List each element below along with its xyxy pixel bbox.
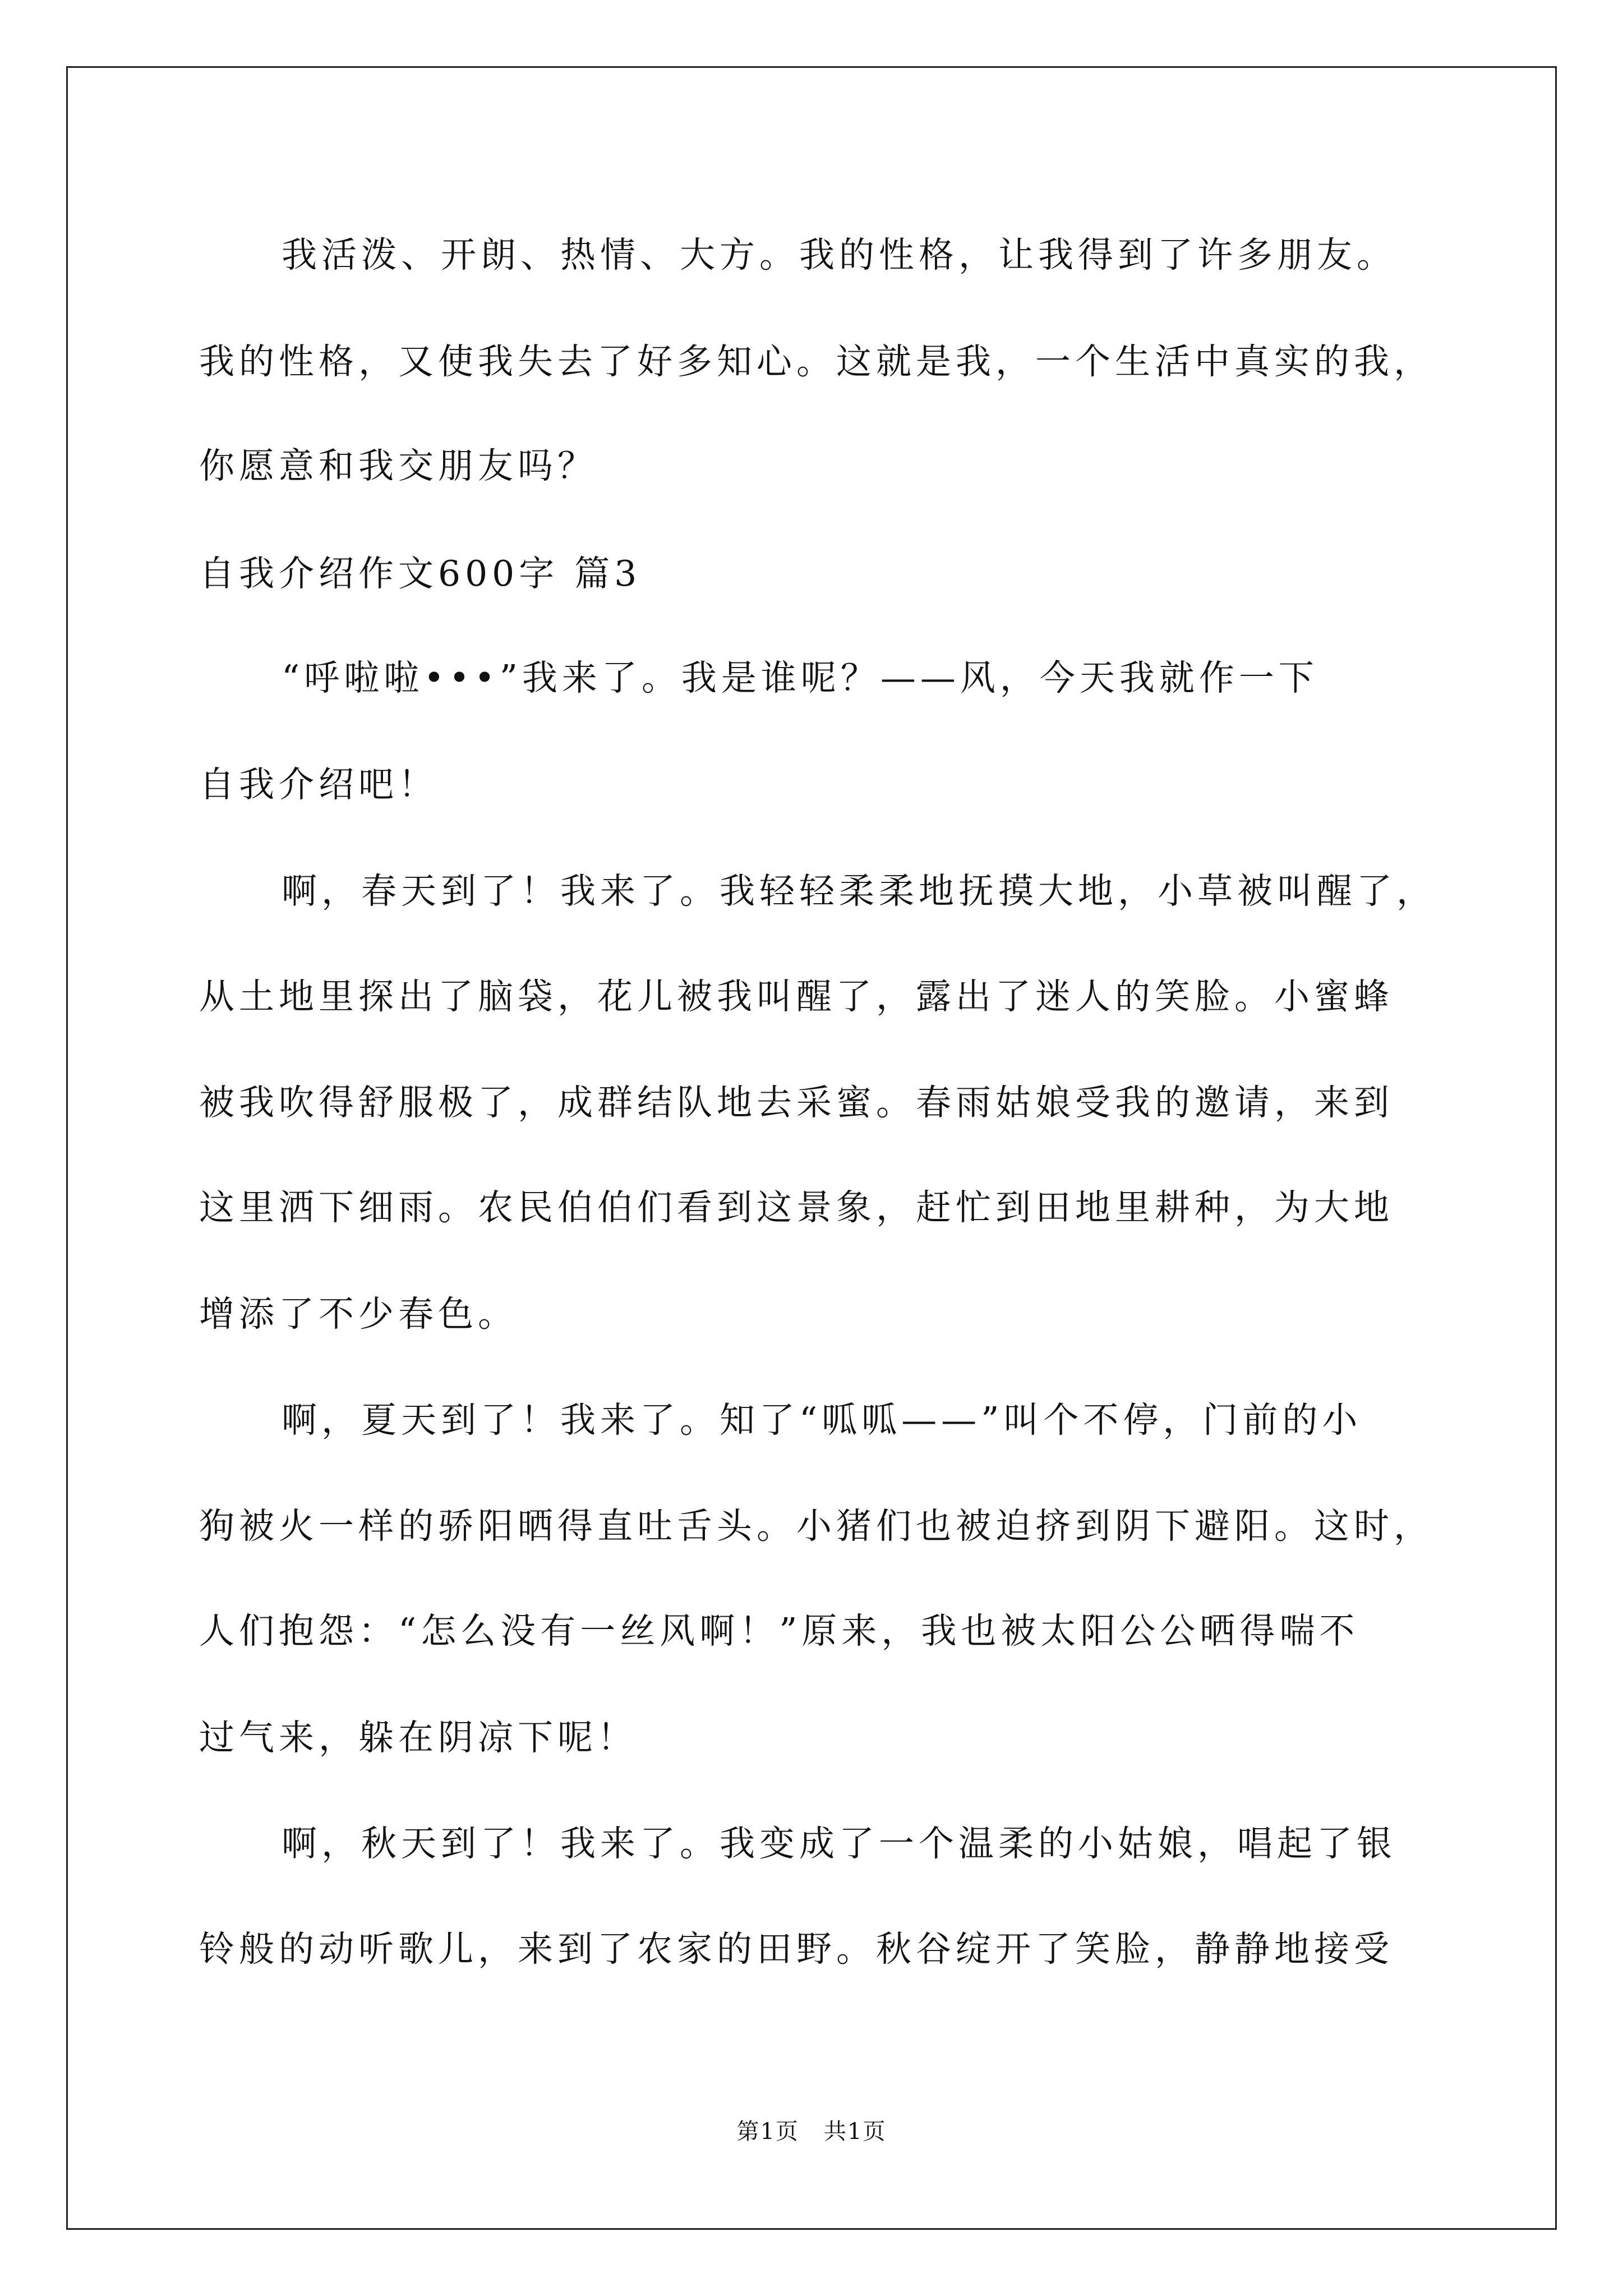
paragraph-4-line-3: 人们抱怨：“怎么没有一丝风啊！”原来，我也被太阳公公晒得喘不 bbox=[199, 1611, 1359, 1651]
paragraph-5-line-1: 啊，秋天到了！我来了。我变成了一个温柔的小姑娘，唱起了银 bbox=[282, 1823, 1396, 1864]
section-heading: 自我介绍作文600字 篇3 bbox=[199, 553, 642, 594]
paragraph-3-line-4: 这里洒下细雨。农民伯伯们看到这景象，赶忙到田地里耕种，为大地 bbox=[199, 1187, 1394, 1228]
paragraph-1-line-1: 我活泼、开朗、热情、大方。我的性格，让我得到了许多朋友。 bbox=[282, 234, 1396, 275]
paragraph-3-line-2: 从土地里探出了脑袋，花儿被我叫醒了，露出了迷人的笑脸。小蜜蜂 bbox=[199, 976, 1394, 1017]
paragraph-2-line-1: “呼啦啦•••”我来了。我是谁呢？——风，今天我就作一下 bbox=[282, 657, 1318, 698]
page-border bbox=[66, 66, 1557, 2230]
paragraph-3-line-1: 啊，春天到了！我来了。我轻轻柔柔地抚摸大地，小草被叫醒了， bbox=[282, 871, 1436, 912]
paragraph-5-line-2: 铃般的动听歌儿，来到了农家的田野。秋谷绽开了笑脸，静静地接受 bbox=[199, 1929, 1394, 1970]
paragraph-4-line-1: 啊，夏天到了！我来了。知了“呱呱——”叫个不停，门前的小 bbox=[282, 1400, 1362, 1441]
paragraph-4-line-2: 狗被火一样的骄阳晒得直吐舌头。小猪们也被迫挤到阴下避阳。这时， bbox=[199, 1506, 1433, 1547]
paragraph-3-line-3: 被我吹得舒服极了，成群结队地去采蜜。春雨姑娘受我的邀请，来到 bbox=[199, 1082, 1394, 1123]
paragraph-1-line-2: 我的性格，又使我失去了好多知心。这就是我，一个生活中真实的我， bbox=[199, 341, 1433, 382]
paragraph-3-line-5: 增添了不少春色。 bbox=[199, 1294, 518, 1335]
paragraph-2-line-2: 自我介绍吧！ bbox=[199, 764, 438, 805]
page-footer: 第1页 共1页 bbox=[736, 2119, 887, 2145]
paragraph-4-line-4: 过气来，躲在阴凉下呢！ bbox=[199, 1717, 637, 1758]
paragraph-1-line-3: 你愿意和我交朋友吗？ bbox=[199, 445, 597, 486]
